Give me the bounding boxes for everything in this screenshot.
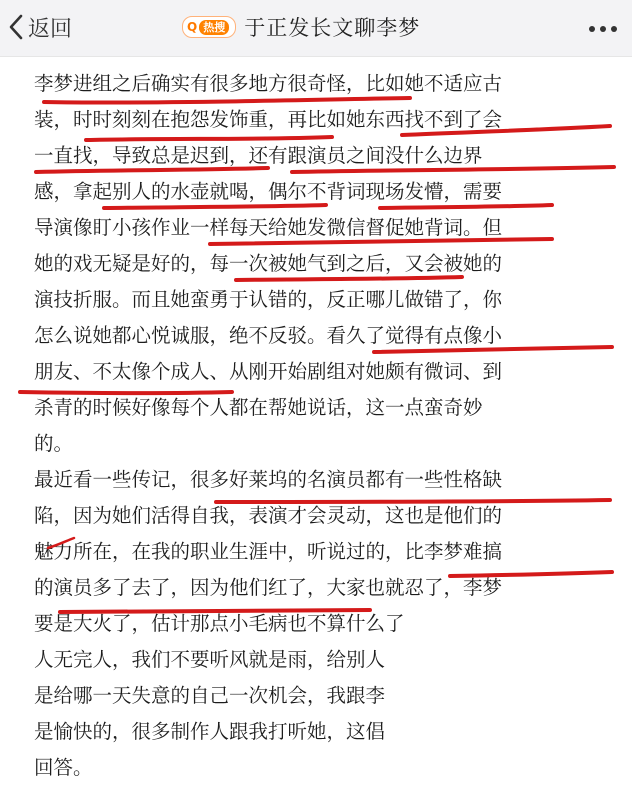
text-line: 是愉快的，很多制作人跟我打听她，这倡 (34, 720, 386, 743)
page-title: 于正发长文聊李梦 (244, 16, 421, 40)
text-line: 感，拿起别人的水壶就喝，偶尔不背词现场发懵，需要 (34, 180, 503, 203)
text-line: 怎么说她都心悦诚服，绝不反驳。看久了觉得有点像小 (34, 324, 503, 347)
back-label: 返回 (28, 16, 73, 42)
top-nav-bar (0, 0, 632, 57)
text-line: 人无完人，我们不要听风就是雨，给别人 (34, 648, 386, 671)
text-line: 的。 (34, 432, 74, 455)
text-line: 她的戏无疑是好的，每一次被她气到之后，又会被她的 (34, 252, 503, 275)
text-line: 魅力所在，在我的职业生涯中，听说过的，比李梦难搞 (34, 540, 503, 563)
search-icon: Q (187, 20, 198, 34)
text-line: 杀青的时候好像每个人都在帮她说话，这一点蛮奇妙 (34, 396, 483, 419)
text-line: 要是大火了，估计那点小毛病也不算什么了 (34, 612, 405, 635)
hot-search-label: 热搜 (199, 20, 229, 35)
topic-header (182, 10, 420, 44)
text-line: 演技折服。而且她蛮勇于认错的，反正哪儿做错了，你 (34, 288, 503, 311)
text-line: 一直找，导致总是迟到，还有跟演员之间没什么边界 (34, 144, 483, 167)
text-line: 陷，因为她们活得自我，表演才会灵动，这也是他们的 (34, 504, 503, 527)
hot-search-badge (182, 16, 236, 38)
chevron-left-icon (8, 14, 24, 40)
back-button[interactable] (8, 10, 72, 44)
text-line: 回答。 (34, 756, 93, 779)
cropped-image-edge (452, 625, 632, 795)
text-line: 的演员多了去了，因为他们红了，大家也就忍了，李梦 (34, 576, 503, 599)
text-line: 朋友、不太像个成人、从刚开始剧组对她颇有微词、到 (34, 360, 503, 383)
text-line: 导演像盯小孩作业一样每天给她发微信督促她背词。但 (34, 216, 503, 239)
more-dots-icon (588, 18, 618, 37)
text-line: 李梦进组之后确实有很多地方很奇怪，比如她不适应古 (34, 72, 503, 95)
text-line: 装，时时刻刻在抱怨发饰重，再比如她东西找不到了会 (34, 108, 503, 131)
text-line: 最近看一些传记，很多好莱坞的名演员都有一些性格缺 (34, 468, 503, 491)
text-line: 是给哪一天失意的自己一次机会，我跟李 (34, 684, 386, 707)
more-options-button[interactable] (586, 12, 620, 42)
